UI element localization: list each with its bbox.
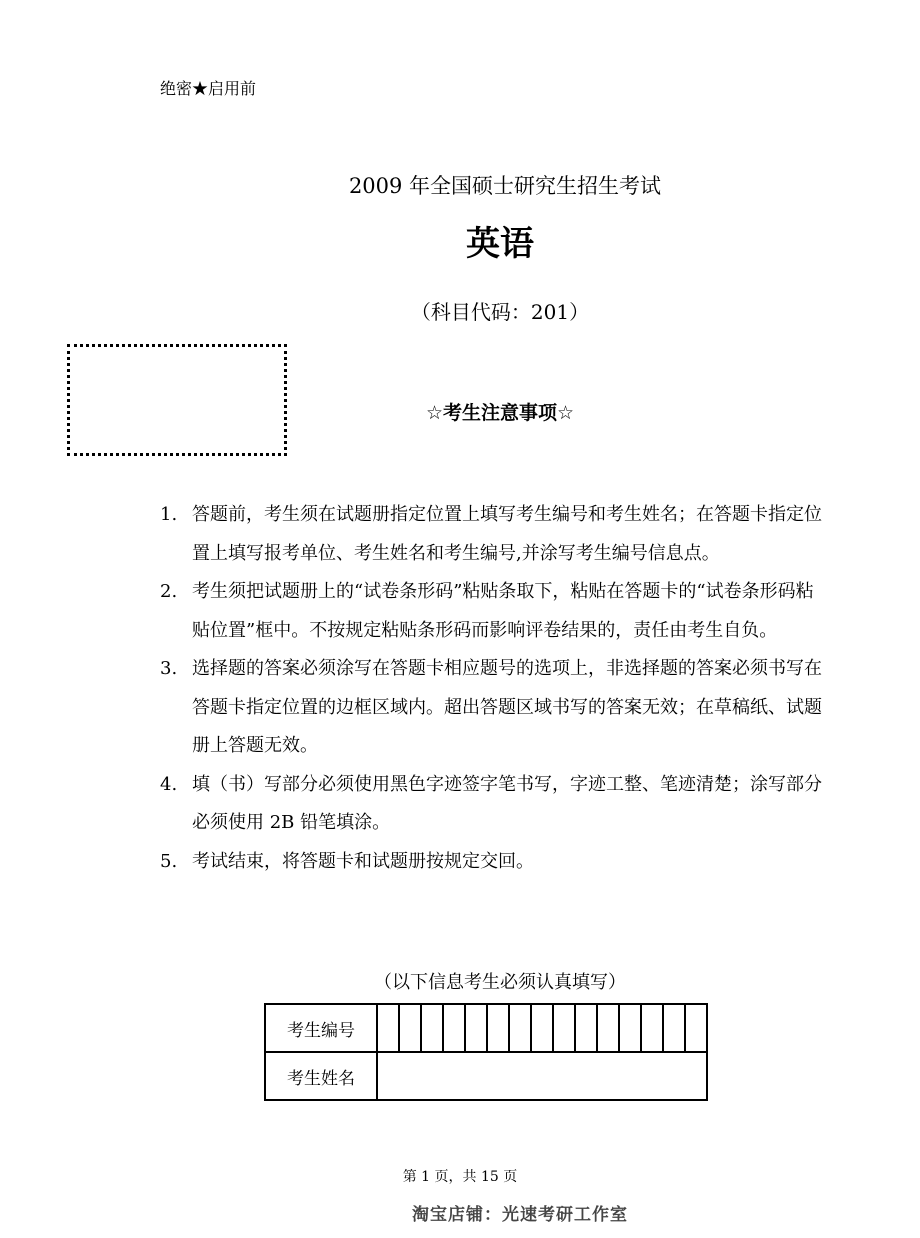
shop-watermark: 淘宝店铺：光速考研工作室	[412, 1205, 628, 1225]
notice-item	[160, 843, 830, 882]
exam-number-digit-cell[interactable]	[421, 1004, 443, 1052]
exam-number-digit-cell[interactable]	[663, 1004, 685, 1052]
exam-title: 2009 年全国硕士研究生招生考试	[348, 174, 662, 198]
exam-number-digit-cell[interactable]	[641, 1004, 663, 1052]
info-form-caption: （以下信息考生必须认真填写）	[374, 972, 626, 993]
exam-number-digit-cell[interactable]	[509, 1004, 531, 1052]
notice-item-text: 答题前，考生须在试题册指定位置上填写考生编号和考生姓名；在答题卡指定位置上填写报考单位、考生姓名和考生编号,并涂写考生编号信息点。	[192, 504, 822, 564]
notice-item-number: 1.	[160, 504, 178, 525]
name-row	[265, 1052, 707, 1100]
notice-item	[160, 650, 830, 766]
exam-number-digit-cell[interactable]	[487, 1004, 509, 1052]
name-field[interactable]	[377, 1052, 707, 1100]
exam-number-digit-cell[interactable]	[619, 1004, 641, 1052]
name-label: 考生姓名	[265, 1052, 377, 1100]
notice-item	[160, 496, 830, 573]
exam-number-row	[265, 1004, 707, 1052]
exam-number-digit-cell[interactable]	[399, 1004, 421, 1052]
confidential-label: 绝密★启用前	[160, 79, 257, 98]
exam-number-digit-cell[interactable]	[575, 1004, 597, 1052]
notice-heading: ☆考生注意事项☆	[425, 402, 575, 424]
notice-item-text: 选择题的答案必须涂写在答题卡相应题号的选项上，非选择题的答案必须书写在答题卡指定位置的边框区域内。超出答题区域书写的答案无效；在草稿纸、试题册上答题无效。	[192, 658, 822, 756]
page-number: 第 1 页，共 15 页	[402, 1169, 518, 1185]
notice-item-number: 2.	[160, 581, 178, 602]
notice-item-number: 5.	[160, 850, 178, 872]
exam-number-label: 考生编号	[265, 1004, 377, 1052]
notice-item-number: 4.	[160, 773, 178, 795]
notice-item-number: 3.	[160, 658, 178, 679]
notice-item-text: 考生须把试题册上的“试卷条形码”粘贴条取下，粘贴在答题卡的“试卷条形码粘贴位置”框中。不按规定粘贴条形码而影响评卷结果的，责任由考生自负。	[192, 581, 814, 641]
subject-title: 英语	[466, 224, 534, 264]
candidate-info-table	[264, 1003, 708, 1101]
notice-list	[160, 496, 830, 881]
notice-item-text: 填（书）写部分必须使用黑色字迹签字笔书写，字迹工整、笔迹清楚；涂写部分必须使用 2B 铅笔填涂。	[192, 773, 822, 833]
subject-code: （科目代码：201）	[410, 300, 590, 324]
exam-number-digit-cell[interactable]	[531, 1004, 553, 1052]
exam-number-digit-cell[interactable]	[377, 1004, 399, 1052]
exam-number-digit-cell[interactable]	[465, 1004, 487, 1052]
exam-number-digit-cell[interactable]	[443, 1004, 465, 1052]
notice-item	[160, 766, 830, 843]
notice-item	[160, 573, 830, 650]
notice-item-text: 考试结束，将答题卡和试题册按规定交回。	[192, 850, 534, 872]
exam-number-digit-cell[interactable]	[685, 1004, 707, 1052]
exam-number-digit-cell[interactable]	[553, 1004, 575, 1052]
exam-number-digit-cell[interactable]	[597, 1004, 619, 1052]
